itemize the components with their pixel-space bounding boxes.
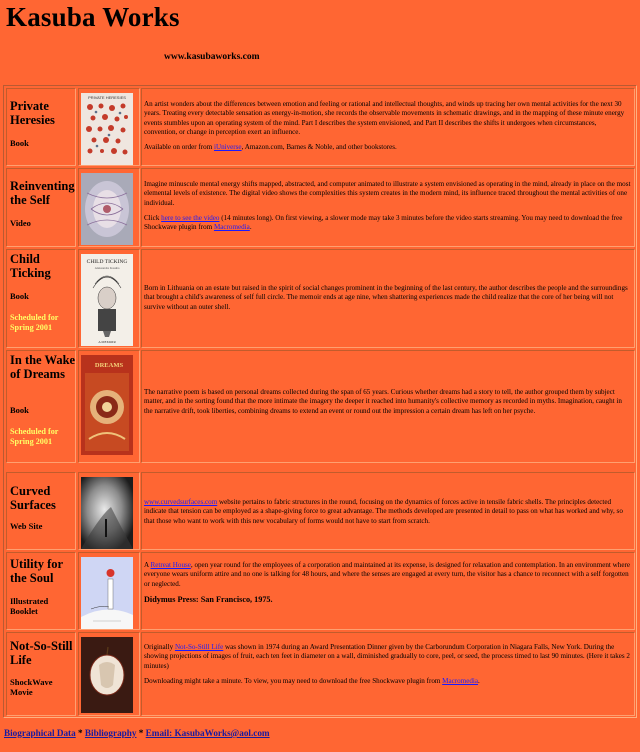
thumbnail-cell (78, 88, 140, 166)
work-description (144, 643, 631, 692)
description-cell (141, 249, 635, 348)
work-description (144, 284, 631, 318)
description-cell (141, 472, 635, 550)
title-cell (6, 88, 76, 166)
work-type: Book (10, 291, 29, 301)
not-so-still-life-image[interactable] (81, 637, 133, 713)
work-title: Curved Surfaces (10, 484, 56, 512)
description-cell (141, 88, 635, 166)
svg-text:PRIVATE HERESIES: PRIVATE HERESIES (88, 95, 126, 100)
download-note: Downloading might take a minute. To view, you may need to download the free Shockwave plugin from Macromedia. (144, 676, 480, 685)
work-type: Video (10, 218, 31, 228)
schedule-note: Scheduled for Spring 2001 (10, 313, 59, 332)
private-heresies-cover-image[interactable] (81, 93, 133, 165)
site-url: www.kasubaworks.com (164, 52, 260, 62)
work-description (144, 100, 631, 158)
work-description (144, 561, 631, 612)
curved-surfaces-image[interactable] (81, 477, 133, 549)
child-ticking-cover-image[interactable] (81, 254, 133, 346)
description-paragraph: An artist wonders about the differences between emotion and feeling or rational and intellectual thoughts, and winds up tracing her own mental activities for the next 30 years. Treating every detectable sensation as energy-in-motion, she records the observable movements in schematic drawings, and in the mapping of these minute energy events stumbles upon an operating system of the mind. Part I describes the system envisioned, and Part II describes the shifts it undergoes when circumstances, convention, or change in perception exert an influence. (144, 100, 625, 136)
availability-paragraph: Available on order from iUniverse, Amazon.com, Barnes & Noble, and other bookstores. (144, 143, 397, 152)
bibliography-link[interactable]: Bibliography (84, 728, 137, 738)
work-title: Utility for the Soul (10, 557, 63, 585)
retreat-house-link[interactable]: Retreat House (150, 561, 191, 569)
work-title: Child Ticking (10, 252, 51, 280)
footer-nav: Biographical Data * Bibliography * Email: KasubaWorks@aol.com (4, 728, 270, 738)
description-cell (141, 350, 635, 463)
description-cell (141, 632, 635, 716)
title-cell (6, 350, 76, 463)
not-so-still-life-link[interactable]: Not-So-Still Life (174, 643, 224, 651)
title-cell (6, 472, 76, 550)
email-link[interactable]: Email: KasubaWorks@aol.com (145, 728, 270, 738)
work-title: Not-So-Still Life (10, 639, 73, 667)
description-paragraph: Originally Not-So-Still Life was shown in 1974 during an Award Presentation Dinner given by the Carborundum Corporation in Niagara Falls, New York. During the showing projections of images of fruit, each ten feet in diameter on a wall, diminished gradually to core, peel, or seed, the process timed to last 90 minutes. (Here it takes 2 minutes) (144, 643, 630, 670)
iuniverse-link[interactable]: iUniverse (214, 143, 242, 152)
svg-text:A MEMOIR: A MEMOIR (98, 340, 116, 344)
thumbnail-cell (78, 472, 140, 550)
work-title: In the Wake of Dreams (10, 353, 76, 381)
work-type: Book (10, 138, 29, 148)
work-type: ShockWave Movie (10, 677, 53, 698)
macromedia-link[interactable]: Macromedia (213, 223, 250, 232)
work-type: Illustrated Booklet (10, 596, 49, 617)
description-cell (141, 168, 635, 247)
wake-of-dreams-cover-image[interactable] (81, 355, 133, 455)
site-title: Kasuba Works (6, 2, 180, 32)
thumbnail-cell (78, 249, 140, 348)
macromedia-link[interactable]: Macromedia (442, 676, 479, 685)
work-type: Web Site (10, 521, 43, 531)
work-description (144, 498, 631, 532)
description-paragraph: The narrative poem is based on personal dreams collected during the span of 65 years. Curious whether dreams had a story to tell, the author grouped them by subject matter, and in the sorting found that the more intimate the imagery the deeper it reached into humanity's collective memory as recorded in myths. Imagination, caught in the narrative drift, took liberties, combining dreams to extend an event or round out the impression a certain dream has left on her psyche. (144, 388, 622, 415)
work-title: Private Heresies (10, 99, 55, 127)
thumbnail-cell (78, 168, 140, 247)
title-cell (6, 632, 76, 716)
utility-for-the-soul-image[interactable] (81, 557, 133, 629)
title-cell (6, 552, 76, 630)
description-paragraph: Imagine minuscule mental energy shifts mapped, abstracted, and computer animated to illustrate a system envisioned as operating in the mind, already in place on the most elemental levels of existence. The digital video shows the complexities this system creates in the modern mind, its influence traced throughout the mental activities of one individual. (144, 180, 631, 207)
work-type: Book (10, 405, 29, 415)
svg-text:Aleksandra Kasuba: Aleksandra Kasuba (94, 266, 120, 270)
svg-text:CHILD TICKING: CHILD TICKING (86, 259, 128, 265)
description-paragraph: www.curvedsurfaces.com website pertains to fabric structures in the round, focusing on the dynamics of forces active in tensile fabric shells. The principles detected indicate that tension can be employed as a shape-giving force to great advantage. The methods developed are presented in detail to pass on what has worked and why, so that those who want to work with this new vocabulary of forms would not have to start from scratch. (144, 498, 623, 525)
description-cell (141, 552, 635, 630)
work-description (144, 388, 631, 422)
biographical-data-link[interactable]: Biographical Data (4, 728, 76, 738)
svg-text:DREAMS: DREAMS (94, 362, 124, 369)
curved-surfaces-link[interactable]: www.curvedsurfaces.com (144, 498, 218, 506)
work-title: Reinventing the Self (10, 179, 75, 207)
description-paragraph: A Retreat House, open year round for the employees of a corporation and maintained at its expense, is designed for relaxation and contemplation. In an environment where everyone wears uniform attire and no one is talking for 48 hours, and where the senses are engaged at every turn, the visitor has a chance to reconnect with a self forgotten or neglected. (144, 561, 630, 588)
title-cell (6, 249, 76, 348)
video-instructions: Click here to see the video (14 minutes long). On first viewing, a slower mode may take 3 minutes before the video starts streaming. You may need to download the free Shockwave plugin from Macromedia. (144, 213, 623, 232)
thumbnail-cell (78, 552, 140, 630)
schedule-note: Scheduled for Spring 2001 (10, 427, 59, 446)
thumbnail-cell (78, 632, 140, 716)
title-cell (6, 168, 76, 247)
description-paragraph: Born in Lithuania on an estate but raised in the spirit of social changes prominent in the beginning of the last century, the author describes the people and the surroundings that brought a child's awareness of self full circle. The memoir ends at age nine, when shattering experiences made the child realize that the core of her being will not survive without an outer shell. (144, 284, 628, 311)
work-description (144, 180, 631, 238)
see-video-link[interactable]: here to see the video (161, 213, 220, 222)
thumbnail-cell (78, 350, 140, 463)
publisher-note: Didymus Press: San Francisco, 1975. (144, 594, 273, 604)
reinventing-the-self-video-image[interactable] (81, 173, 133, 245)
